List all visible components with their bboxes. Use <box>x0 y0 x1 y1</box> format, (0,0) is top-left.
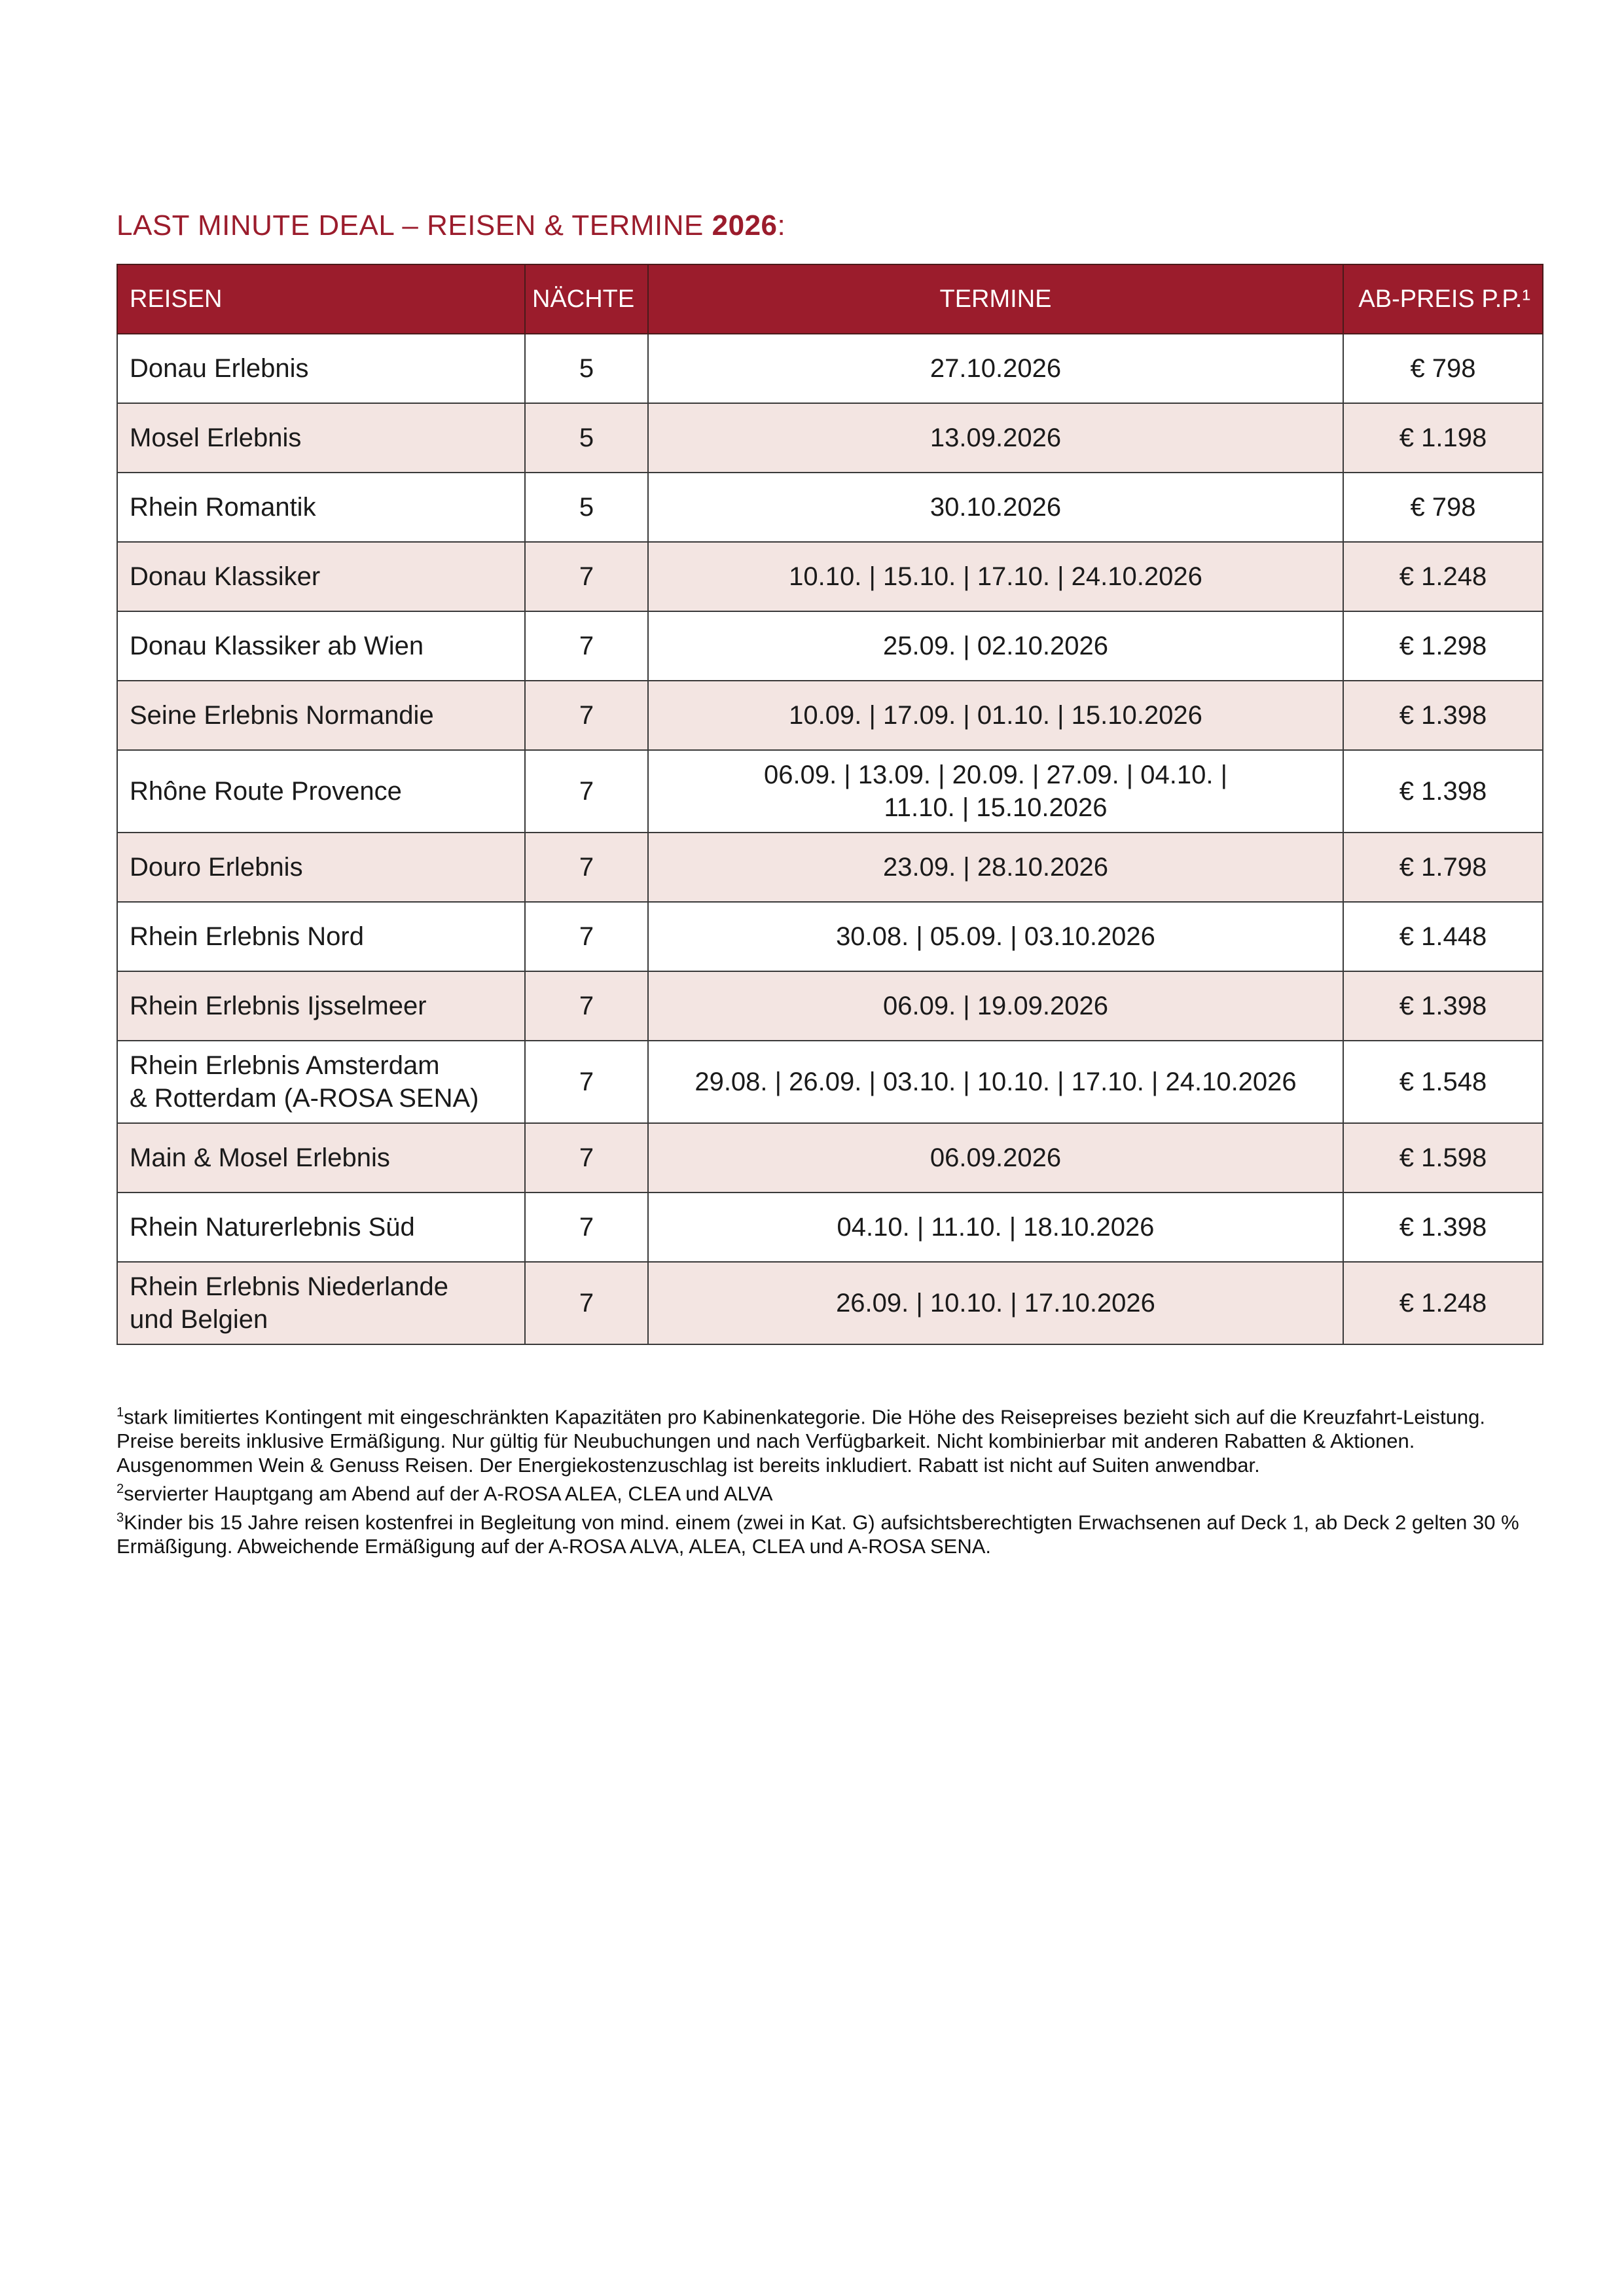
trip-name-cell: Rhein Romantik <box>117 473 525 542</box>
dates-cell: 10.09. | 17.09. | 01.10. | 15.10.2026 <box>648 681 1343 750</box>
table-row <box>117 334 1543 403</box>
header-naechte: NÄCHTE <box>525 264 648 334</box>
trip-name-cell: Rhein Erlebnis Niederlande und Belgien <box>117 1262 525 1344</box>
trip-name-cell: Donau Klassiker <box>117 542 525 611</box>
trip-name-cell: Rhein Erlebnis Amsterdam & Rotterdam (A-ROSA SENA) <box>117 1041 525 1123</box>
footnote-text: servierter Hauptgang am Abend auf der A-ROSA ALEA, CLEA und ALVA <box>124 1482 773 1505</box>
price-cell: € 1.398 <box>1343 971 1543 1041</box>
dates-cell: 04.10. | 11.10. | 18.10.2026 <box>648 1193 1343 1262</box>
footnote-mark: 2 <box>117 1482 124 1497</box>
price-cell: € 1.298 <box>1343 611 1543 681</box>
dates-cell: 25.09. | 02.10.2026 <box>648 611 1343 681</box>
trip-name-cell: Main & Mosel Erlebnis <box>117 1123 525 1193</box>
trip-name-cell: Douro Erlebnis <box>117 833 525 902</box>
title-text: LAST MINUTE DEAL – REISEN & TERMINE <box>117 209 712 242</box>
header-termine: TERMINE <box>648 264 1343 334</box>
trip-name-cell: Rhein Naturerlebnis Süd <box>117 1193 525 1262</box>
price-cell: € 1.248 <box>1343 1262 1543 1344</box>
table-body <box>117 334 1543 1344</box>
nights-cell: 7 <box>525 1123 648 1193</box>
footnote <box>117 1506 1543 1558</box>
table-row <box>117 1123 1543 1193</box>
table-row <box>117 681 1543 750</box>
nights-cell: 7 <box>525 902 648 971</box>
header-reisen: REISEN <box>117 264 525 334</box>
price-cell: € 1.798 <box>1343 833 1543 902</box>
table-row <box>117 750 1543 833</box>
dates-cell: 10.10. | 15.10. | 17.10. | 24.10.2026 <box>648 542 1343 611</box>
table-row <box>117 833 1543 902</box>
price-cell: € 1.198 <box>1343 403 1543 473</box>
dates-cell: 13.09.2026 <box>648 403 1343 473</box>
trip-name-cell: Donau Erlebnis <box>117 334 525 403</box>
table-row <box>117 1193 1543 1262</box>
nights-cell: 7 <box>525 833 648 902</box>
table-row <box>117 611 1543 681</box>
price-cell: € 1.398 <box>1343 750 1543 833</box>
footnote-text: stark limitiertes Kontingent mit eingeschränkten Kapazitäten pro Kabinenkategorie. Die Höhe des Reisepreises bezieht sich auf die Kreuzfahrt-Leistung. Preise bereits inklusive Ermäßigung. Nur gültig für Neubuchungen und nach Verfügbarkeit. Nicht kombinierbar mit anderen Rabatten & Aktionen. Ausgenommen Wein & Genuss Reisen. Der Energiekostenzuschlag ist bereits inkludiert. Rabatt ist nicht auf Suiten anwendbar. <box>117 1405 1486 1477</box>
title-year: 2026 <box>712 209 778 242</box>
trip-name-cell: Rhône Route Provence <box>117 750 525 833</box>
nights-cell: 5 <box>525 403 648 473</box>
dates-cell: 29.08. | 26.09. | 03.10. | 10.10. | 17.10. | 24.10.2026 <box>648 1041 1343 1123</box>
dates-cell: 26.09. | 10.10. | 17.10.2026 <box>648 1262 1343 1344</box>
footnote-text: Kinder bis 15 Jahre reisen kostenfrei in Begleitung von mind. einem (zwei in Kat. G) aufsichtsberechtigten Erwachsenen auf Deck 1, ab Deck 2 gelten 30 % Ermäßigung. Abweichende Ermäßigung auf der A-ROSA ALVA, ALEA, CLEA und A-ROSA SENA. <box>117 1510 1519 1558</box>
dates-cell: 27.10.2026 <box>648 334 1343 403</box>
footnote <box>117 1477 1543 1505</box>
page-title <box>117 209 785 242</box>
nights-cell: 7 <box>525 750 648 833</box>
price-cell: € 1.398 <box>1343 1193 1543 1262</box>
dates-cell: 06.09. | 19.09.2026 <box>648 971 1343 1041</box>
footnote-mark: 1 <box>117 1405 124 1420</box>
trip-name-cell: Seine Erlebnis Normandie <box>117 681 525 750</box>
trip-name-cell: Rhein Erlebnis Nord <box>117 902 525 971</box>
price-cell: € 1.398 <box>1343 681 1543 750</box>
dates-cell: 30.08. | 05.09. | 03.10.2026 <box>648 902 1343 971</box>
trips-table <box>117 264 1543 1345</box>
nights-cell: 7 <box>525 681 648 750</box>
price-cell: € 798 <box>1343 334 1543 403</box>
dates-cell: 23.09. | 28.10.2026 <box>648 833 1343 902</box>
nights-cell: 7 <box>525 611 648 681</box>
footnotes <box>117 1401 1543 1558</box>
table-row <box>117 1262 1543 1344</box>
table-row <box>117 1041 1543 1123</box>
table-header-row <box>117 264 1543 334</box>
dates-cell: 06.09.2026 <box>648 1123 1343 1193</box>
table-row <box>117 403 1543 473</box>
table-row <box>117 971 1543 1041</box>
price-cell: € 1.248 <box>1343 542 1543 611</box>
dates-cell: 30.10.2026 <box>648 473 1343 542</box>
price-cell: € 1.598 <box>1343 1123 1543 1193</box>
header-preis: AB-PREIS P.P.¹ <box>1343 264 1543 334</box>
nights-cell: 5 <box>525 473 648 542</box>
nights-cell: 5 <box>525 334 648 403</box>
price-cell: € 1.448 <box>1343 902 1543 971</box>
price-cell: € 798 <box>1343 473 1543 542</box>
table-row <box>117 473 1543 542</box>
nights-cell: 7 <box>525 1262 648 1344</box>
dates-cell: 06.09. | 13.09. | 20.09. | 27.09. | 04.10. | 11.10. | 15.10.2026 <box>648 750 1343 833</box>
trip-name-cell: Mosel Erlebnis <box>117 403 525 473</box>
footnote-mark: 3 <box>117 1510 124 1525</box>
nights-cell: 7 <box>525 542 648 611</box>
title-suffix: : <box>777 209 786 242</box>
trip-name-cell: Rhein Erlebnis Ijsselmeer <box>117 971 525 1041</box>
footnote <box>117 1401 1543 1477</box>
nights-cell: 7 <box>525 1193 648 1262</box>
table-row <box>117 542 1543 611</box>
nights-cell: 7 <box>525 1041 648 1123</box>
price-cell: € 1.548 <box>1343 1041 1543 1123</box>
trip-name-cell: Donau Klassiker ab Wien <box>117 611 525 681</box>
nights-cell: 7 <box>525 971 648 1041</box>
table-row <box>117 902 1543 971</box>
